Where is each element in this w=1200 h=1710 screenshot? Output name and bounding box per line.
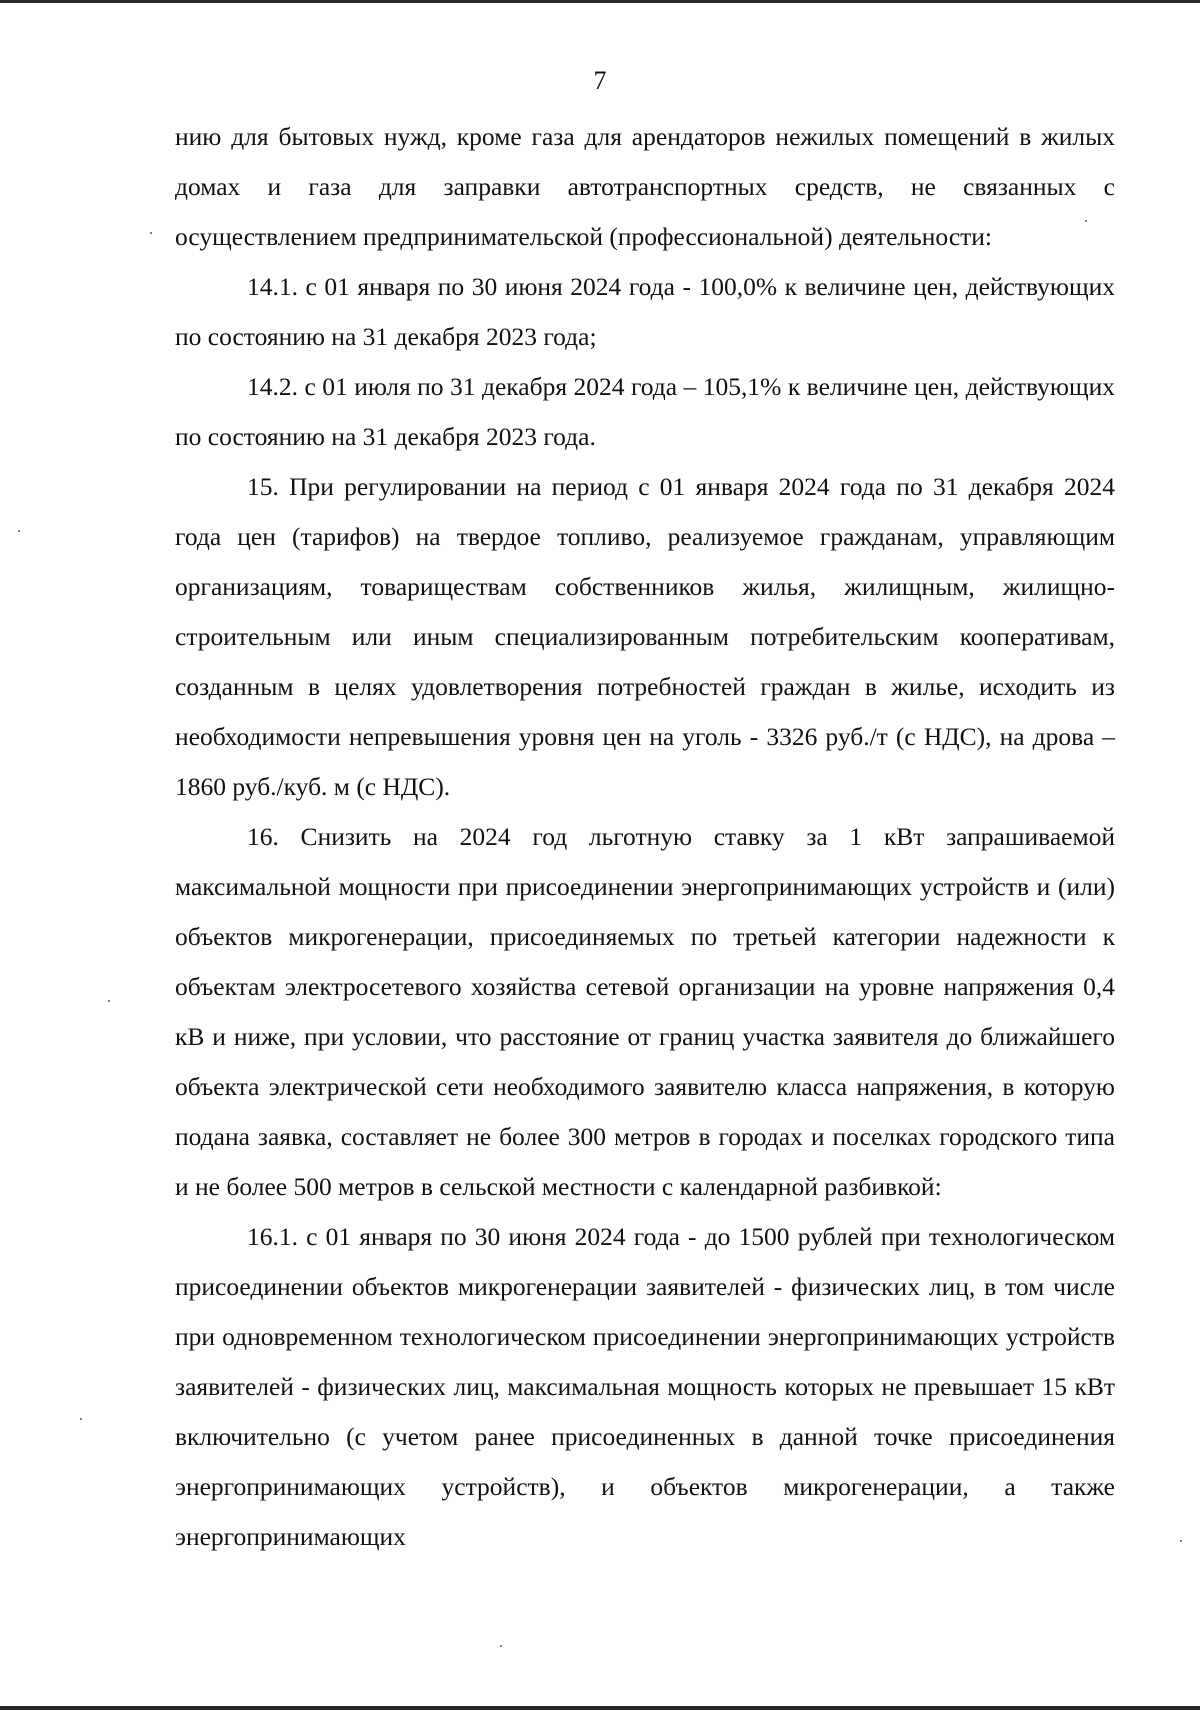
paragraph-16-1: 16.1. с 01 января по 30 июня 2024 года - до 1500 рублей при технологическом присоединении объектов микрогенерации заявителей - физических лиц, в том числе при одновременном технологическом присоединении энергопринимающих устройств заявителей - физических лиц, максимальная мощность которых не превышает 15 кВт включительно (с учетом ранее присоединенных в данной точке присоединения энергопринимающих устройств), и объектов микрогенерации, а также энергопринимающих (175, 1222, 1115, 1551)
scan-edge-bottom (0, 1706, 1200, 1710)
page-number: 7 (593, 66, 607, 95)
scan-speck (18, 530, 20, 532)
document-body (175, 112, 1115, 1562)
paragraph-15: 15. При регулировании на период с 01 января 2024 года по 31 декабря 2024 года цен (тарифов) на твердое топливо, реализуемое гражданам, управляющим организациям, товариществам собственников жилья, жилищным, жилищно-строительным или иным специализированным потребительским кооперативам, созданным в целях удовлетворения потребностей граждан в жилье, исходить из необходимости непревышения уровня цен на уголь - 3326 руб./т (с НДС), на дрова – 1860 руб./куб. м (с НДС). (175, 472, 1115, 801)
scan-edge-top (0, 0, 1200, 3)
scan-speck (150, 232, 152, 234)
paragraph-14-2: 14.2. с 01 июля по 31 декабря 2024 года – 105,1% к величине цен, действующих по состоянию на 31 декабря 2023 года. (175, 372, 1115, 451)
paragraph-16: 16. Снизить на 2024 год льготную ставку за 1 кВт запрашиваемой максимальной мощности при присоединении энергопринимающих устройств и (или) объектов микрогенерации, присоединяемых по третьей категории надежности к объектам электросетевого хозяйства сетевой организации на уровне напряжения 0,4 кВ и ниже, при условии, что расстояние от границ участка заявителя до ближайшего объекта электрической сети необходимого заявителю класса напряжения, в которую подана заявка, составляет не более 300 метров в городах и поселках городского типа и не более 500 метров в сельской местности с календарной разбивкой: (175, 822, 1115, 1201)
scan-speck (500, 1645, 502, 1647)
scan-speck (108, 1000, 110, 1002)
paragraph-14-1: 14.1. с 01 января по 30 июня 2024 года - 100,0% к величине цен, действующих по состоянию на 31 декабря 2023 года; (175, 272, 1115, 351)
paragraph-continuation: нию для бытовых нужд, кроме газа для арендаторов нежилых помещений в жилых домах и газа для заправки автотранспортных средств, не связанных с осуществлением предпринимательской (профессиональной) деятельности: (175, 122, 1115, 251)
scan-speck (80, 1418, 82, 1420)
scan-speck (1085, 220, 1087, 222)
scan-speck (1180, 1540, 1182, 1542)
